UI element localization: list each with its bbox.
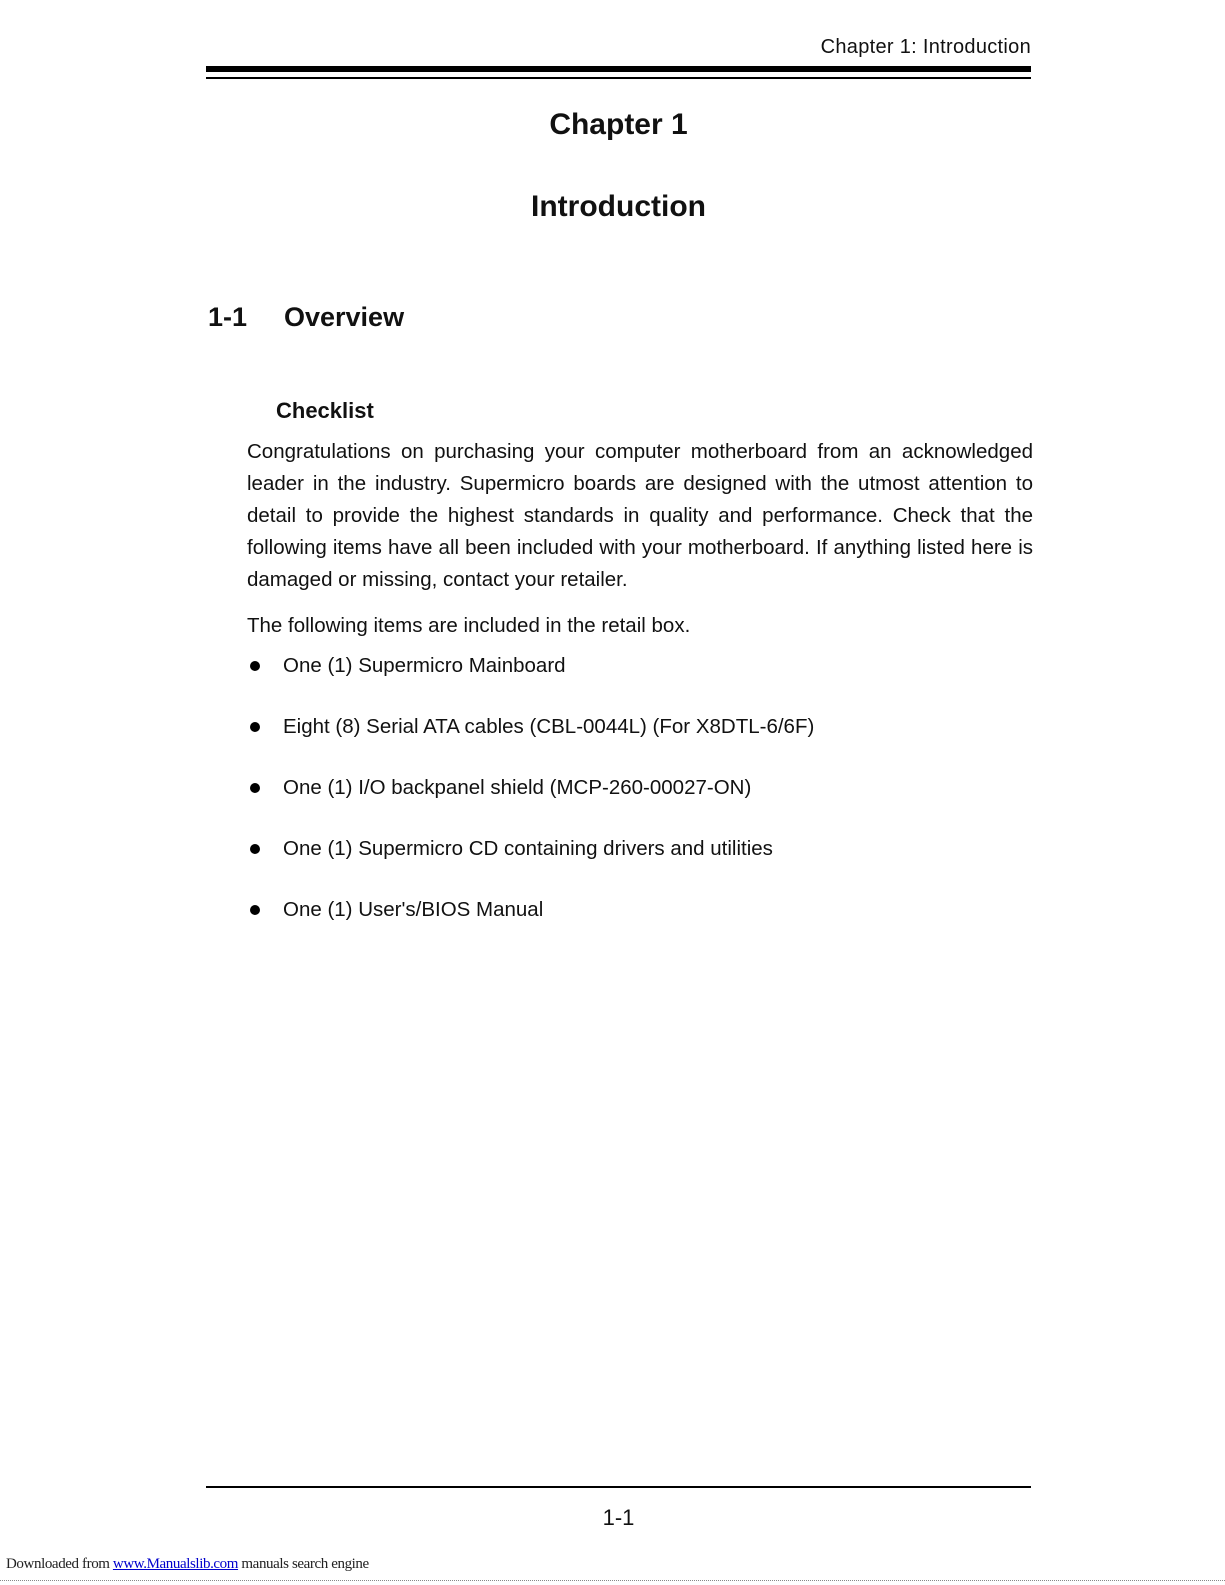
checklist-item-text: One (1) Supermicro Mainboard (283, 654, 566, 677)
subsection-heading: Checklist (276, 398, 374, 423)
checklist-item (247, 898, 1033, 959)
header-rule-thin (206, 77, 1031, 79)
checklist-item-text: Eight (8) Serial ATA cables (CBL-0044L) (For X8DTL-6/6F) (283, 715, 815, 738)
bullet-icon (250, 844, 260, 854)
download-suffix: manuals search engine (238, 1556, 369, 1572)
manualslib-link[interactable]: www.Manualslib.com (112, 1556, 239, 1572)
chapter-number: Chapter 1 (549, 108, 688, 141)
bullet-icon (250, 905, 260, 915)
chapter-title: Introduction (531, 190, 706, 223)
bullet-icon (250, 722, 260, 732)
checklist-item-text: One (1) User's/BIOS Manual (283, 898, 544, 921)
bullet-icon (250, 783, 260, 793)
section-heading (208, 302, 404, 333)
section-title: Overview (284, 302, 405, 332)
header-rule-thick (206, 66, 1031, 72)
download-footer (6, 1556, 369, 1573)
page-number: 1-1 (602, 1505, 635, 1530)
checklist-item (247, 776, 1033, 837)
checklist (247, 654, 1033, 959)
running-header: Chapter 1: Introduction (820, 36, 1031, 58)
list-intro: The following items are included in the retail box. (247, 614, 691, 637)
intro-paragraph: Congratulations on purchasing your computer motherboard from an acknowledged leader in the industry. Supermicro boards are designed with the utmost attention to detail to provide the highest standards in quality and performance. Check that the following items have all been included with your motherboard. If anything listed here is damaged or missing, contact your retailer. (247, 440, 1033, 591)
checklist-item (247, 715, 1033, 776)
checklist-item-text: One (1) Supermicro CD containing drivers and utilities (283, 837, 773, 860)
section-number: 1-1 (208, 302, 248, 332)
footer-rule (206, 1486, 1031, 1488)
checklist-item (247, 837, 1033, 898)
checklist-item-text: One (1) I/O backpanel shield (MCP-260-00027-ON) (283, 776, 752, 799)
footer-dotted-line (0, 1580, 1225, 1581)
download-prefix: Downloaded from (6, 1556, 113, 1572)
bullet-icon (250, 661, 260, 671)
checklist-item (247, 654, 1033, 715)
